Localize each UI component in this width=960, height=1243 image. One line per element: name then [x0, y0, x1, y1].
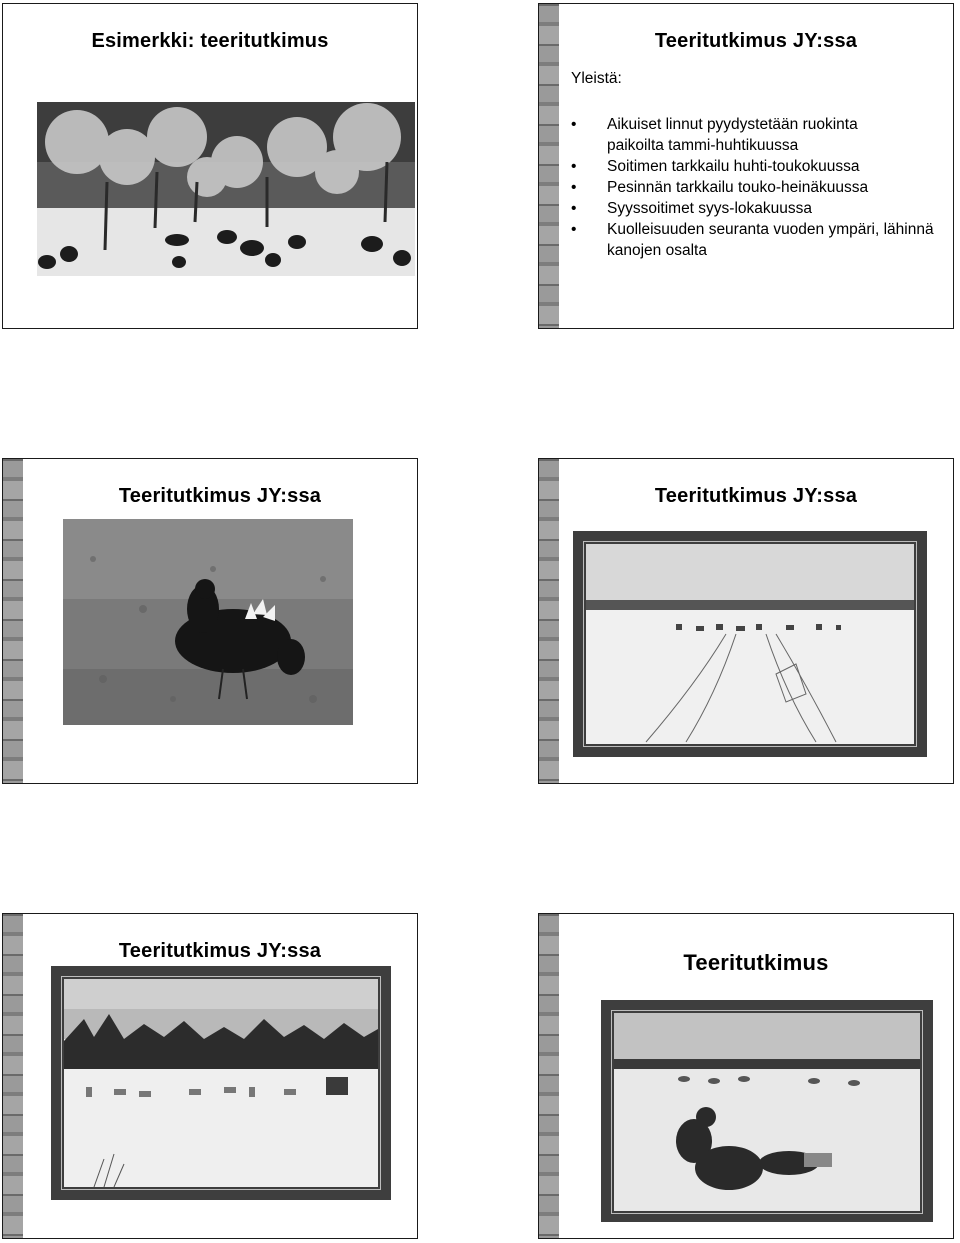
grouse-flock-image: [37, 102, 415, 276]
bullet-item: • Aikuiset linnut pyydystetään ruokinta paikoilta tammi-huhtikuussa: [567, 114, 917, 156]
bullet-item: • Soitimen tarkkailu huhti-toukokuussa: [567, 156, 937, 177]
slide-photo-displaying-grouse: [63, 519, 353, 725]
displaying-grouse-image: [63, 519, 353, 725]
slide-title: Teeritutkimus JY:ssa: [654, 30, 858, 52]
slide-title: Teeritutkimus: [683, 950, 829, 975]
bullet-item: • Pesinnän tarkkailu touko-heinäkuussa: [567, 177, 937, 198]
snow-lake-traps-image: [586, 544, 914, 744]
bullet-list: [567, 114, 937, 261]
slide-title: Teeritutkimus JY:ssa: [118, 485, 322, 507]
slide-photo-snow-feeders: [64, 979, 378, 1187]
slide-3: [2, 458, 418, 784]
slide-photo-grouse-flock: [37, 102, 415, 276]
slide-5: [2, 913, 418, 1239]
bullet-item: • Syyssoitimet syys-lokakuussa: [567, 198, 937, 219]
slide-photo-researchers: [614, 1013, 920, 1211]
slide-2: [538, 3, 954, 329]
slide-1: [2, 3, 418, 329]
bullet-item: • Kuolleisuuden seuranta vuoden ympäri, lähinnä kanojen osalta: [567, 219, 937, 261]
slide-4: [538, 458, 954, 784]
slide-title: Esimerkki: teeritutkimus: [91, 30, 329, 52]
researchers-image: [614, 1013, 920, 1211]
slide-title: Teeritutkimus JY:ssa: [118, 940, 322, 962]
slide-subtitle: Yleistä:: [571, 70, 622, 87]
slide-photo-snow-lake-traps: [586, 544, 914, 744]
snow-feeders-image: [64, 979, 378, 1187]
slide-6: [538, 913, 954, 1239]
slide-title: Teeritutkimus JY:ssa: [654, 485, 858, 507]
